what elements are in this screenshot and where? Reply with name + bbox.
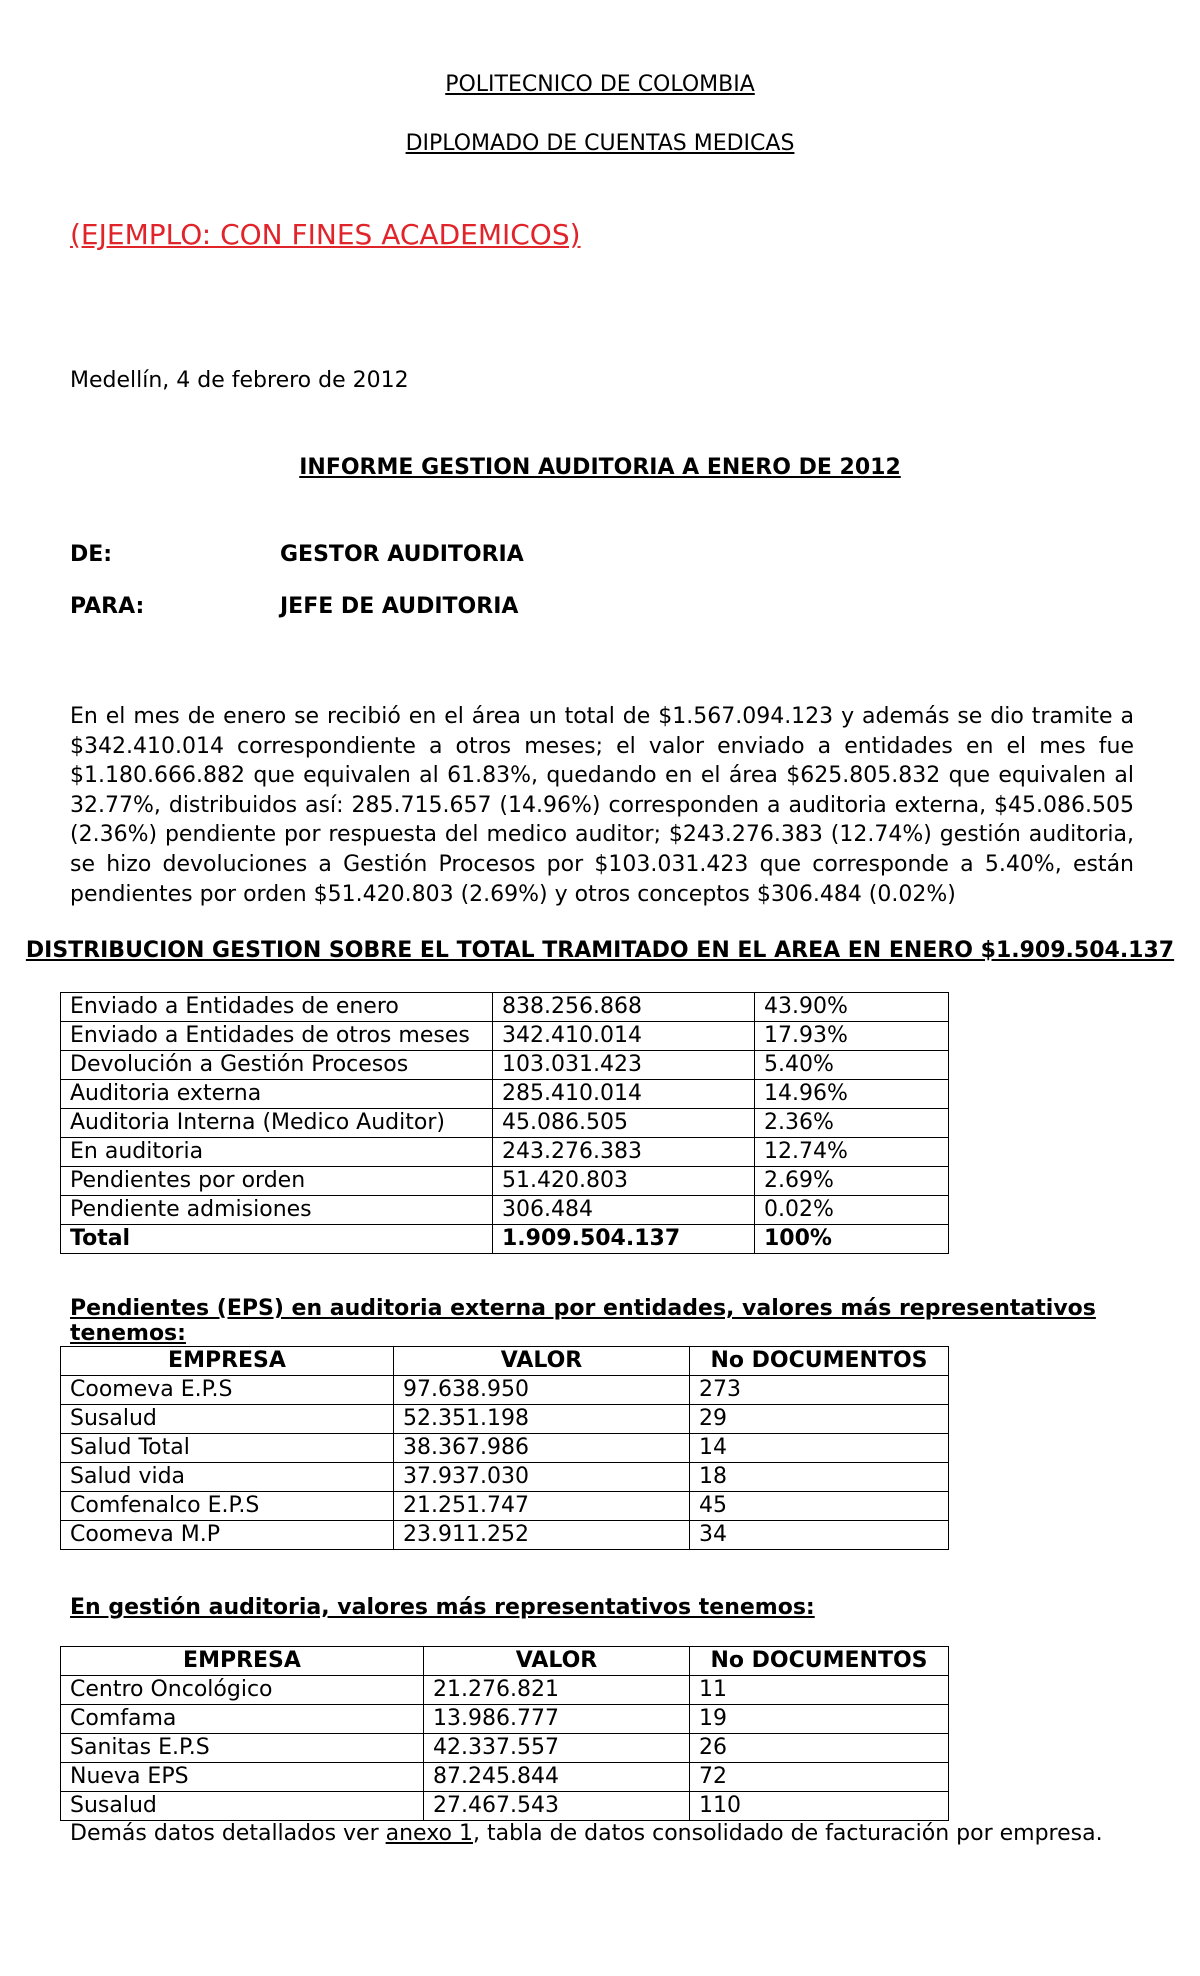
concept-cell: Auditoria Interna (Medico Auditor) — [61, 1109, 493, 1138]
table-row — [61, 1492, 949, 1521]
total-percent-cell: 100% — [755, 1225, 949, 1254]
documentos-cell: 26 — [690, 1734, 949, 1763]
table-row — [61, 1109, 949, 1138]
external-audit-table — [60, 1346, 949, 1550]
table-row — [61, 1405, 949, 1434]
empresa-cell: Susalud — [61, 1405, 394, 1434]
valor-cell: 97.638.950 — [394, 1376, 690, 1405]
report-title: INFORME GESTION AUDITORIA A ENERO DE 2012 — [299, 455, 901, 480]
valor-cell: 23.911.252 — [394, 1521, 690, 1550]
total-concept-cell: Total — [61, 1225, 493, 1254]
documentos-cell: 45 — [690, 1492, 949, 1521]
documentos-cell: 72 — [690, 1763, 949, 1792]
empresa-header: EMPRESA — [61, 1347, 394, 1376]
amount-cell: 243.276.383 — [493, 1138, 755, 1167]
amount-cell: 103.031.423 — [493, 1051, 755, 1080]
valor-cell: 27.467.543 — [424, 1792, 690, 1821]
table-row — [61, 1705, 949, 1734]
valor-cell: 21.251.747 — [394, 1492, 690, 1521]
amount-cell: 306.484 — [493, 1196, 755, 1225]
percent-cell: 14.96% — [755, 1080, 949, 1109]
empresa-cell: Comfama — [61, 1705, 424, 1734]
from-value: GESTOR AUDITORIA — [280, 542, 524, 567]
amount-cell: 45.086.505 — [493, 1109, 755, 1138]
documentos-cell: 273 — [690, 1376, 949, 1405]
concept-cell: Enviado a Entidades de enero — [61, 993, 493, 1022]
table-row — [61, 1463, 949, 1492]
annex-link[interactable]: anexo 1 — [385, 1821, 473, 1846]
valor-cell: 42.337.557 — [424, 1734, 690, 1763]
documentos-cell: 34 — [690, 1521, 949, 1550]
amount-cell: 342.410.014 — [493, 1022, 755, 1051]
percent-cell: 43.90% — [755, 993, 949, 1022]
concept-cell: Devolución a Gestión Procesos — [61, 1051, 493, 1080]
program-heading: DIPLOMADO DE CUENTAS MEDICAS — [405, 131, 795, 156]
external-section-title: Pendientes (EPS) en auditoria externa por entidades, valores más representativos tenemos: — [70, 1296, 1096, 1346]
percent-cell: 0.02% — [755, 1196, 949, 1225]
documentos-cell: 14 — [690, 1434, 949, 1463]
amount-cell: 51.420.803 — [493, 1167, 755, 1196]
table-row — [61, 1196, 949, 1225]
documentos-cell: 18 — [690, 1463, 949, 1492]
table-row — [61, 993, 949, 1022]
empresa-cell: Centro Oncológico — [61, 1676, 424, 1705]
documentos-header: No DOCUMENTOS — [690, 1647, 949, 1676]
empresa-header: EMPRESA — [61, 1647, 424, 1676]
table-row — [61, 1051, 949, 1080]
valor-cell: 21.276.821 — [424, 1676, 690, 1705]
valor-header: VALOR — [394, 1347, 690, 1376]
valor-header: VALOR — [424, 1647, 690, 1676]
internal-section-title: En gestión auditoria, valores más representativos tenemos: — [70, 1595, 815, 1620]
empresa-cell: Salud vida — [61, 1463, 394, 1492]
empresa-cell: Coomeva M.P — [61, 1521, 394, 1550]
table-row — [61, 1676, 949, 1705]
table-row — [61, 1167, 949, 1196]
to-value: JEFE DE AUDITORIA — [280, 594, 519, 619]
table-row — [61, 1521, 949, 1550]
percent-cell: 12.74% — [755, 1138, 949, 1167]
total-row — [61, 1225, 949, 1254]
valor-cell: 37.937.030 — [394, 1463, 690, 1492]
document-date: Medellín, 4 de febrero de 2012 — [70, 368, 409, 393]
percent-cell: 17.93% — [755, 1022, 949, 1051]
summary-paragraph: En el mes de enero se recibió en el área un total de $1.567.094.123 y además se dio tramite a $342.410.014 correspondiente a otros meses; el valor enviado a entidades en el mes fue $1.180.666.882 que equivalen al 61.83%, quedando en el área $625.805.832 que equivalen al 32.77%, distribuidos así: 285.715.657 (14.96%) corresponden a auditoria externa, $45.086.505 (2.36%) pendiente por respuesta del medico auditor; $243.276.383 (12.74%) gestión auditoria, se hizo devoluciones a Gestión Procesos por $103.031.423 que corresponde a 5.40%, están pendientes por orden $51.420.803 (2.69%) y otros conceptos $306.484 (0.02%) — [70, 704, 1134, 907]
table-row — [61, 1138, 949, 1167]
valor-cell: 13.986.777 — [424, 1705, 690, 1734]
documentos-cell: 19 — [690, 1705, 949, 1734]
percent-cell: 2.36% — [755, 1109, 949, 1138]
example-note: (EJEMPLO: CON FINES ACADEMICOS) — [70, 218, 581, 251]
footer-suffix: , tabla de datos consolidado de facturación por empresa. — [473, 1821, 1103, 1846]
table-row — [61, 1080, 949, 1109]
concept-cell: Pendiente admisiones — [61, 1196, 493, 1225]
total-amount-cell: 1.909.504.137 — [493, 1225, 755, 1254]
amount-cell: 285.410.014 — [493, 1080, 755, 1109]
amount-cell: 838.256.868 — [493, 993, 755, 1022]
footer-prefix: Demás datos detallados ver — [70, 1821, 386, 1846]
empresa-cell: Coomeva E.P.S — [61, 1376, 394, 1405]
documentos-cell: 110 — [690, 1792, 949, 1821]
to-label: PARA: — [70, 594, 145, 619]
valor-cell: 38.367.986 — [394, 1434, 690, 1463]
documentos-cell: 29 — [690, 1405, 949, 1434]
concept-cell: Auditoria externa — [61, 1080, 493, 1109]
empresa-cell: Nueva EPS — [61, 1763, 424, 1792]
table-row — [61, 1434, 949, 1463]
from-label: DE: — [70, 542, 113, 567]
footer-note — [70, 1821, 1103, 1846]
table-row — [61, 1022, 949, 1051]
percent-cell: 2.69% — [755, 1167, 949, 1196]
distribution-table — [60, 992, 949, 1254]
empresa-cell: Salud Total — [61, 1434, 394, 1463]
table-row — [61, 1734, 949, 1763]
empresa-cell: Sanitas E.P.S — [61, 1734, 424, 1763]
table-row — [61, 1376, 949, 1405]
valor-cell: 52.351.198 — [394, 1405, 690, 1434]
empresa-cell: Comfenalco E.P.S — [61, 1492, 394, 1521]
percent-cell: 5.40% — [755, 1051, 949, 1080]
distribution-title: DISTRIBUCION GESTION SOBRE EL TOTAL TRAMITADO EN EL AREA EN ENERO $1.909.504.137 — [25, 938, 1175, 963]
internal-audit-table — [60, 1646, 949, 1821]
empresa-cell: Susalud — [61, 1792, 424, 1821]
documentos-cell: 11 — [690, 1676, 949, 1705]
table-row — [61, 1763, 949, 1792]
table-row — [61, 1792, 949, 1821]
concept-cell: Pendientes por orden — [61, 1167, 493, 1196]
documentos-header: No DOCUMENTOS — [690, 1347, 949, 1376]
concept-cell: Enviado a Entidades de otros meses — [61, 1022, 493, 1051]
concept-cell: En auditoria — [61, 1138, 493, 1167]
valor-cell: 87.245.844 — [424, 1763, 690, 1792]
institution-heading: POLITECNICO DE COLOMBIA — [445, 72, 755, 97]
